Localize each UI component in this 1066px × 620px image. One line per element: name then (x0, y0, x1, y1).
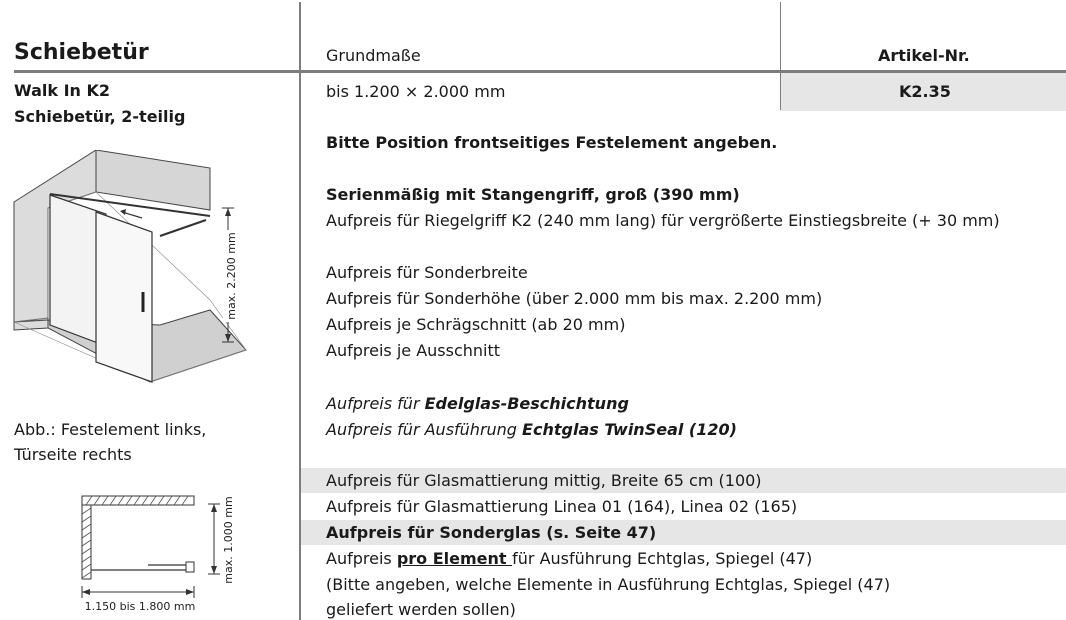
per-element-link[interactable]: pro Element (396, 549, 513, 568)
per-element-suffix: für Ausführung Echtglas, Spiegel (47) (512, 549, 813, 568)
coating-name: Edelglas-Beschichtung (424, 394, 629, 413)
caption-line-1: Abb.: Festelement links, (14, 420, 207, 439)
page-title: Schiebetür (14, 40, 149, 65)
shower-isometric-drawing (10, 150, 250, 385)
position-notice: Bitte Position frontseitiges Festelement angeben. (326, 133, 778, 152)
cutout-option: Aufpreis je Ausschnitt (326, 341, 501, 360)
iso-height-label: max. 2.200 mm (225, 232, 238, 320)
twinseal-prefix: Aufpreis für Ausführung (326, 420, 523, 439)
dimensions-value: bis 1.200 × 2.000 mm (326, 82, 506, 101)
article-header: Artikel-Nr. (878, 46, 970, 65)
product-subtitle: Schiebetür, 2-teilig (14, 107, 186, 126)
specify-elements-line-1: (Bitte angeben, welche Elemente in Ausführung Echtglas, Spiegel (47) (326, 575, 891, 594)
special-height-option: Aufpreis für Sonderhöhe (über 2.000 mm bis max. 2.200 mm) (326, 289, 823, 308)
special-glass-option: Aufpreis für Sonderglas (s. Seite 47) (326, 523, 657, 542)
latch-handle-option: Aufpreis für Riegelgriff K2 (240 mm lang) für vergrößerte Einstiegsbreite (+ 30 mm) (326, 211, 1000, 230)
article-number: K2.35 (899, 82, 951, 101)
per-element-option (326, 549, 812, 568)
coating-option (326, 394, 629, 413)
plan-width-label: 1.150 bis 1.800 mm (84, 600, 196, 613)
plan-height-label: max. 1.000 mm (222, 496, 235, 584)
matting-linea-option: Aufpreis für Glasmattierung Linea 01 (164), Linea 02 (165) (326, 497, 798, 516)
specify-elements-line-2: geliefert werden sollen) (326, 600, 516, 619)
special-width-option: Aufpreis für Sonderbreite (326, 263, 528, 282)
shower-plan-drawing (78, 490, 248, 615)
bevel-cut-option: Aufpreis je Schrägschnitt (ab 20 mm) (326, 315, 626, 334)
twinseal-option (326, 420, 737, 439)
caption-line-2: Türseite rechts (14, 445, 132, 464)
standard-handle: Serienmäßig mit Stangengriff, groß (390 mm) (326, 185, 740, 204)
dimensions-header: Grundmaße (326, 46, 421, 65)
coating-prefix: Aufpreis für (326, 394, 425, 413)
product-name: Walk In K2 (14, 81, 111, 100)
per-element-prefix: Aufpreis (326, 549, 397, 568)
twinseal-name: Echtglas TwinSeal (120) (522, 420, 737, 439)
matting-center-option: Aufpreis für Glasmattierung mittig, Breite 65 cm (100) (326, 471, 762, 490)
